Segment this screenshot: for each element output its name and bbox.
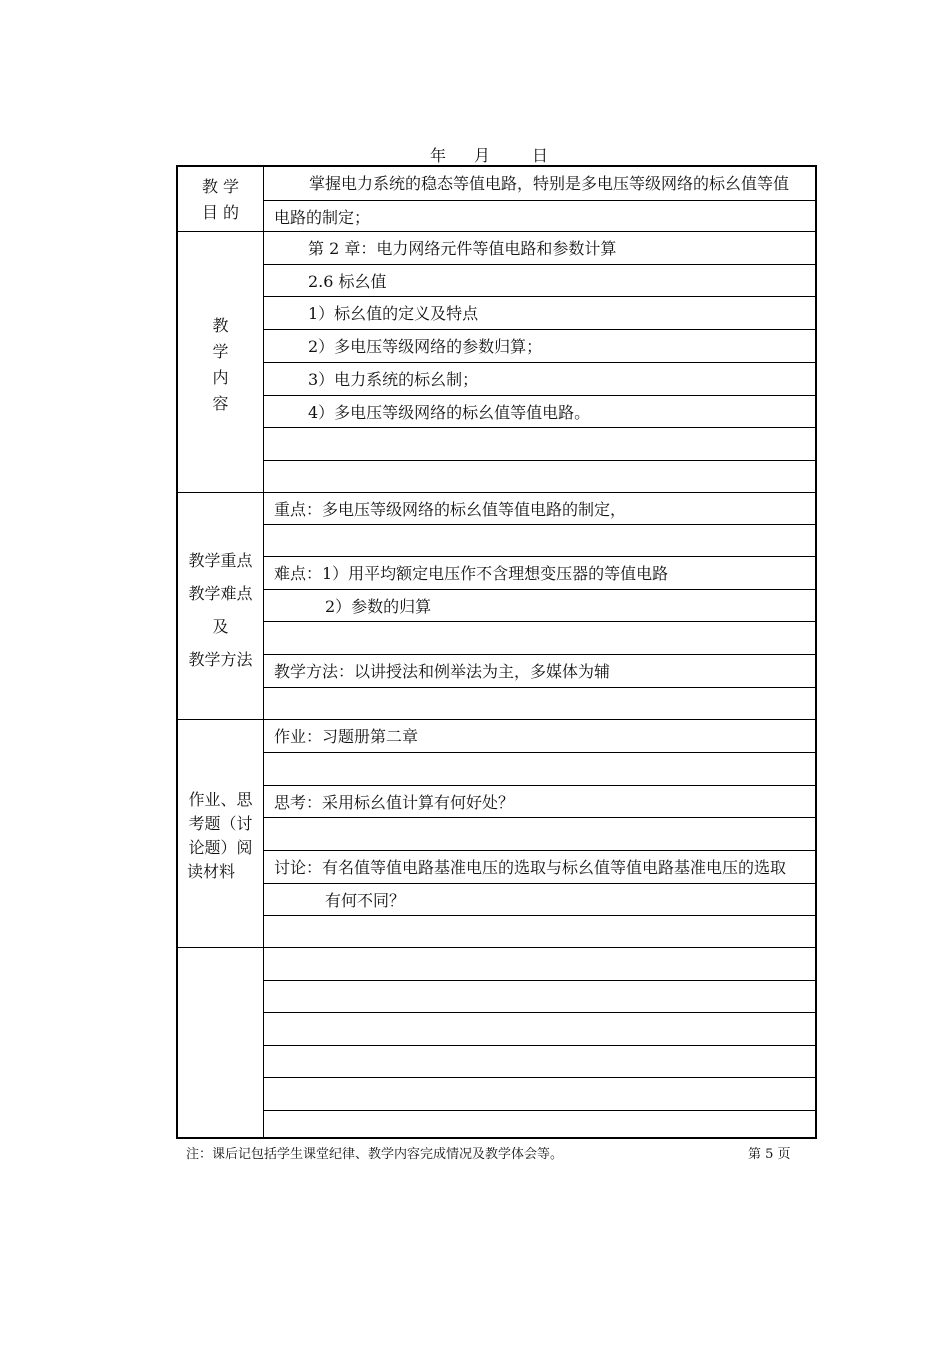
keypoints-label-4: 教学方法 bbox=[188, 650, 253, 669]
teaching-plan-table bbox=[176, 165, 817, 1139]
homework-text-1: 作业：习题册第二章 bbox=[274, 727, 419, 746]
page-number: 第 5 页 bbox=[748, 1147, 791, 1162]
content-label-4: 容 bbox=[212, 394, 229, 413]
content-label-1: 教 bbox=[212, 316, 229, 335]
content-row-4 bbox=[264, 330, 815, 363]
objective-row-2 bbox=[264, 201, 815, 232]
homework-row-3 bbox=[264, 786, 815, 818]
notes-row-3 bbox=[264, 1013, 815, 1046]
homework-text-6: 有何不同？ bbox=[325, 891, 406, 910]
content-label-2: 学 bbox=[212, 342, 229, 361]
homework-row-5 bbox=[264, 851, 815, 884]
footer-note: 注：课后记包括学生课堂纪律、教学内容完成情况及教学体会等。 bbox=[186, 1147, 564, 1162]
keypoints-row-6 bbox=[264, 655, 815, 688]
month-label: 月 bbox=[474, 146, 491, 165]
keypoints-row-5 bbox=[264, 622, 815, 655]
keypoints-label-3: 及 bbox=[212, 617, 229, 636]
keypoints-label-1: 教学重点 bbox=[188, 551, 253, 570]
content-row-1 bbox=[264, 232, 815, 265]
content-label-3: 内 bbox=[212, 368, 229, 387]
content-text-4: 2）多电压等级网络的参数归算； bbox=[308, 337, 543, 356]
homework-label-3: 论题）阅 bbox=[188, 838, 253, 857]
content-row-6 bbox=[264, 396, 815, 428]
keypoints-label-cell bbox=[178, 493, 264, 720]
homework-label-2: 考题（讨 bbox=[188, 814, 253, 833]
content-row-8 bbox=[264, 461, 815, 493]
keypoints-text-1: 重点：多电压等级网络的标幺值等值电路的制定， bbox=[274, 500, 627, 519]
content-label-cell bbox=[178, 232, 264, 493]
day-label: 日 bbox=[532, 146, 549, 165]
content-row-5 bbox=[264, 363, 815, 396]
content-text-1: 第 2 章：电力网络元件等值电路和参数计算 bbox=[308, 239, 617, 258]
notes-row-5 bbox=[264, 1078, 815, 1111]
objective-label-line2: 目 的 bbox=[201, 203, 240, 222]
content-row-2 bbox=[264, 265, 815, 297]
keypoints-text-3: 难点：1）用平均额定电压作不含理想变压器的等值电路 bbox=[274, 564, 669, 583]
objective-text-2: 电路的制定； bbox=[274, 208, 371, 227]
notes-row-2 bbox=[264, 981, 815, 1013]
content-text-3: 1）标幺值的定义及特点 bbox=[308, 304, 479, 323]
content-text-5: 3）电力系统的标幺制； bbox=[308, 370, 479, 389]
objective-label-cell bbox=[178, 167, 264, 232]
notes-row-1 bbox=[264, 948, 815, 981]
keypoints-row-3 bbox=[264, 557, 815, 590]
homework-row-1 bbox=[264, 720, 815, 753]
keypoints-text-6: 教学方法：以讲授法和例举法为主，多媒体为辅 bbox=[274, 662, 611, 681]
homework-row-4 bbox=[264, 818, 815, 851]
notes-label-cell bbox=[178, 948, 264, 1139]
homework-row-7 bbox=[264, 916, 815, 948]
year-label: 年 bbox=[430, 146, 447, 165]
keypoints-row-1 bbox=[264, 493, 815, 525]
homework-label-1: 作业、思 bbox=[188, 790, 253, 809]
content-row-3 bbox=[264, 297, 815, 330]
notes-row-4 bbox=[264, 1046, 815, 1078]
homework-row-6 bbox=[264, 884, 815, 916]
homework-row-2 bbox=[264, 753, 815, 786]
keypoints-text-4: 2）参数的归算 bbox=[325, 597, 432, 616]
keypoints-row-7 bbox=[264, 688, 815, 720]
content-text-2: 2.6 标幺值 bbox=[308, 272, 387, 291]
homework-label-cell bbox=[178, 720, 264, 948]
keypoints-row-2 bbox=[264, 525, 815, 557]
objective-text-1: 掌握电力系统的稳态等值电路，特别是多电压等级网络的标幺值等值 bbox=[309, 174, 790, 193]
notes-row-6 bbox=[264, 1111, 815, 1139]
homework-text-5: 讨论：有名值等值电路基准电压的选取与标幺值等值电路基准电压的选取 bbox=[274, 858, 787, 877]
objective-row-1 bbox=[264, 167, 815, 201]
objective-label-line1: 教 学 bbox=[201, 177, 240, 196]
content-text-6: 4）多电压等级网络的标幺值等值电路。 bbox=[308, 403, 591, 422]
homework-label-4: 读材料 bbox=[187, 862, 236, 881]
keypoints-row-4 bbox=[264, 590, 815, 622]
content-row-7 bbox=[264, 428, 815, 461]
homework-text-3: 思考：采用标幺值计算有何好处？ bbox=[274, 793, 515, 812]
keypoints-label-2: 教学难点 bbox=[188, 584, 253, 603]
